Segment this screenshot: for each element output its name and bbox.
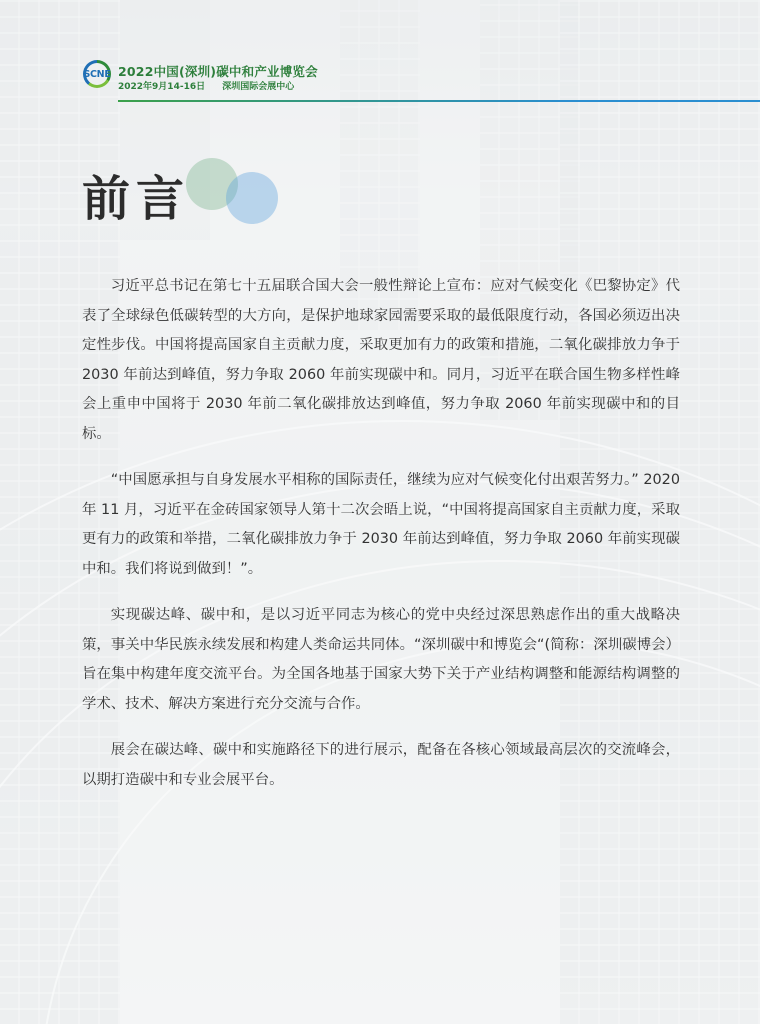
logo-text: SCNE [83,69,111,80]
preface-body [82,272,680,812]
paragraph: “中国愿承担与自身发展水平相称的国际责任，继续为应对气候变化付出艰苦努力。” 2020 年 11 月，习近平在金砖国家领导人第十二次会晤上说，“中国将提高国家自主贡献力度，采取更有力的政策和举措，二氧化碳排放力争于 2030 年前达到峰值，努力争取 2060 年前实现碳中和。我们将说到做到！”。 [82,472,680,577]
paragraph: 展会在碳达峰、碳中和实施路径下的进行展示，配备在各核心领域最高层次的交流峰会，以期打造碳中和专业会展平台。 [82,742,680,788]
event-subline [118,79,294,92]
paragraph: 习近平总书记在第七十五届联合国大会一般性辩论上宣布：应对气候变化《巴黎协定》代表了全球绿色低碳转型的大方向，是保护地球家园需要采取的最低限度行动，各国必须迈出决定性步伐。中国将提高国家自主贡献力度，采取更加有力的政策和措施，二氧化碳排放力争于 2030 年前达到峰值，努力争取 2060 年前实现碳中和。同月，习近平在联合国生物多样性峰会上重申中国将于 2030 年前二氧化碳排放达到峰值，努力争取 2060 年前实现碳中和的目标。 [82,278,680,442]
event-title: 2022中国(深圳)碳中和产业博览会 [118,64,318,79]
event-date: 2022年9月14-16日 [118,82,206,92]
page-title: 前言 [82,171,191,227]
event-header [80,60,760,105]
event-venue: 深圳国际会展中心 [222,82,295,92]
decor-circle-blue [226,172,278,224]
scne-logo [80,60,114,90]
paragraph: 实现碳达峰、碳中和，是以习近平同志为核心的党中央经过深思熟虑作出的重大战略决策，事关中华民族永续发展和构建人类命运共同体。“深圳碳中和博览会“(简称：深圳碳博会）旨在集中构建年度交流平台。为全国各地基于国家大势下关于产业结构调整和能源结构调整的学术、技术、解决方案进行充分交流与合作。 [82,607,680,712]
header-divider [118,100,760,102]
